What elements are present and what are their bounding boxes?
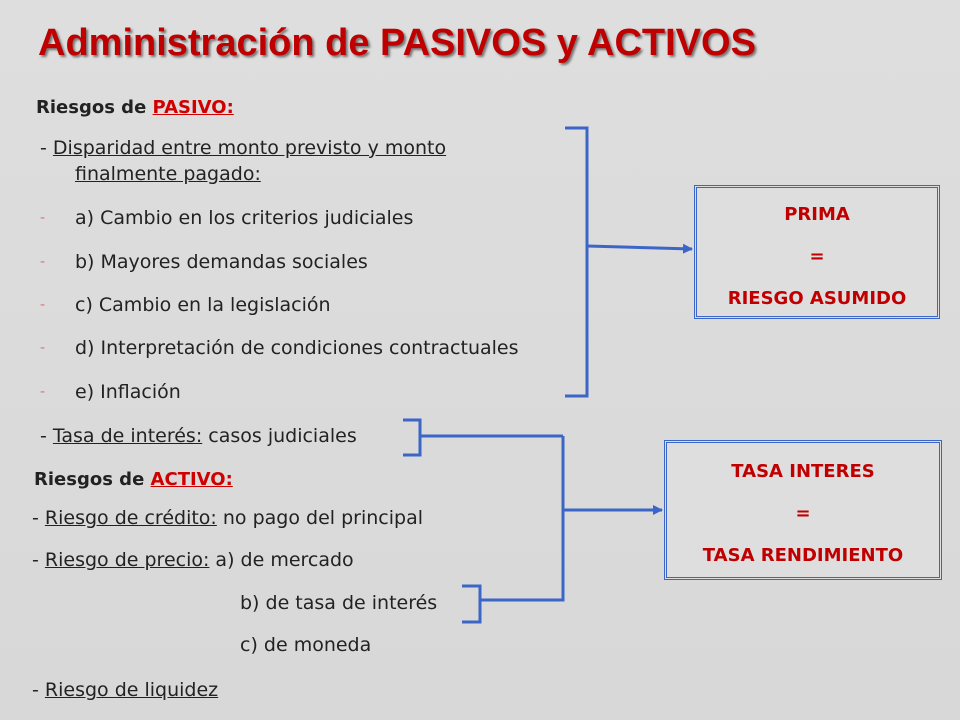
credito-dash: - — [32, 507, 45, 529]
item-dash-d: - — [40, 340, 46, 356]
disparidad-label-2: finalmente pagado: — [75, 163, 261, 185]
liquidez-dash: - — [32, 679, 45, 701]
prima-line-1: PRIMA — [784, 204, 850, 225]
pasivo-item-c: c) Cambio en la legislación — [75, 294, 331, 316]
tasa-small-bracket — [403, 420, 420, 455]
prima-line-3: RIESGO ASUMIDO — [727, 288, 907, 309]
pasivo-item-b: b) Mayores demandas sociales — [75, 251, 368, 273]
credito-label: Riesgo de crédito: — [44, 507, 217, 529]
item-dash-a: - — [40, 210, 46, 226]
pasivo-heading-word: PASIVO: — [152, 97, 234, 118]
liquidez-label: Riesgo de liquidez — [44, 679, 219, 701]
item-dash-c: - — [40, 297, 46, 313]
precio-a: a) de mercado — [209, 549, 354, 571]
item-dash-e: - — [40, 384, 46, 400]
tasa-box-line-2: = — [795, 503, 811, 524]
disparidad-dash: - — [40, 137, 53, 159]
prima-line-2: = — [809, 246, 825, 267]
precio-label: Riesgo de precio: — [44, 549, 210, 571]
tasa-box-line-1: TASA INTERES — [731, 461, 875, 482]
page-title: Administración de PASIVOS y ACTIVOS — [38, 22, 756, 64]
precio-c: c) de moneda — [240, 634, 372, 656]
activo-bracket — [480, 436, 563, 600]
pasivo-bracket — [565, 128, 587, 396]
precio-dash: - — [32, 549, 45, 571]
pasivo-heading-prefix: Riesgos de — [36, 97, 153, 118]
disparidad-label-1: Disparidad entre monto previsto y monto — [52, 137, 447, 159]
pasivo-item-e: e) Inflación — [75, 381, 181, 403]
precio-b: b) de tasa de interés — [240, 592, 438, 614]
item-dash-b: - — [40, 254, 46, 270]
pasivo-arrow — [587, 246, 692, 249]
activo-heading-prefix: Riesgos de — [34, 469, 151, 490]
pasivo-item-a: a) Cambio en los criterios judiciales — [75, 207, 414, 229]
credito-rest: no pago del principal — [216, 507, 423, 529]
pasivo-item-d: d) Interpretación de condiciones contractuales — [75, 337, 519, 359]
tasa-label: Tasa de interés: — [52, 425, 203, 447]
tasa-dash: - — [40, 425, 53, 447]
tasa-box-line-3: TASA RENDIMIENTO — [702, 545, 904, 566]
tasa-rest: casos judiciales — [202, 425, 357, 447]
tasa-interes-bracket — [462, 586, 480, 622]
activo-heading-word: ACTIVO: — [150, 469, 233, 490]
